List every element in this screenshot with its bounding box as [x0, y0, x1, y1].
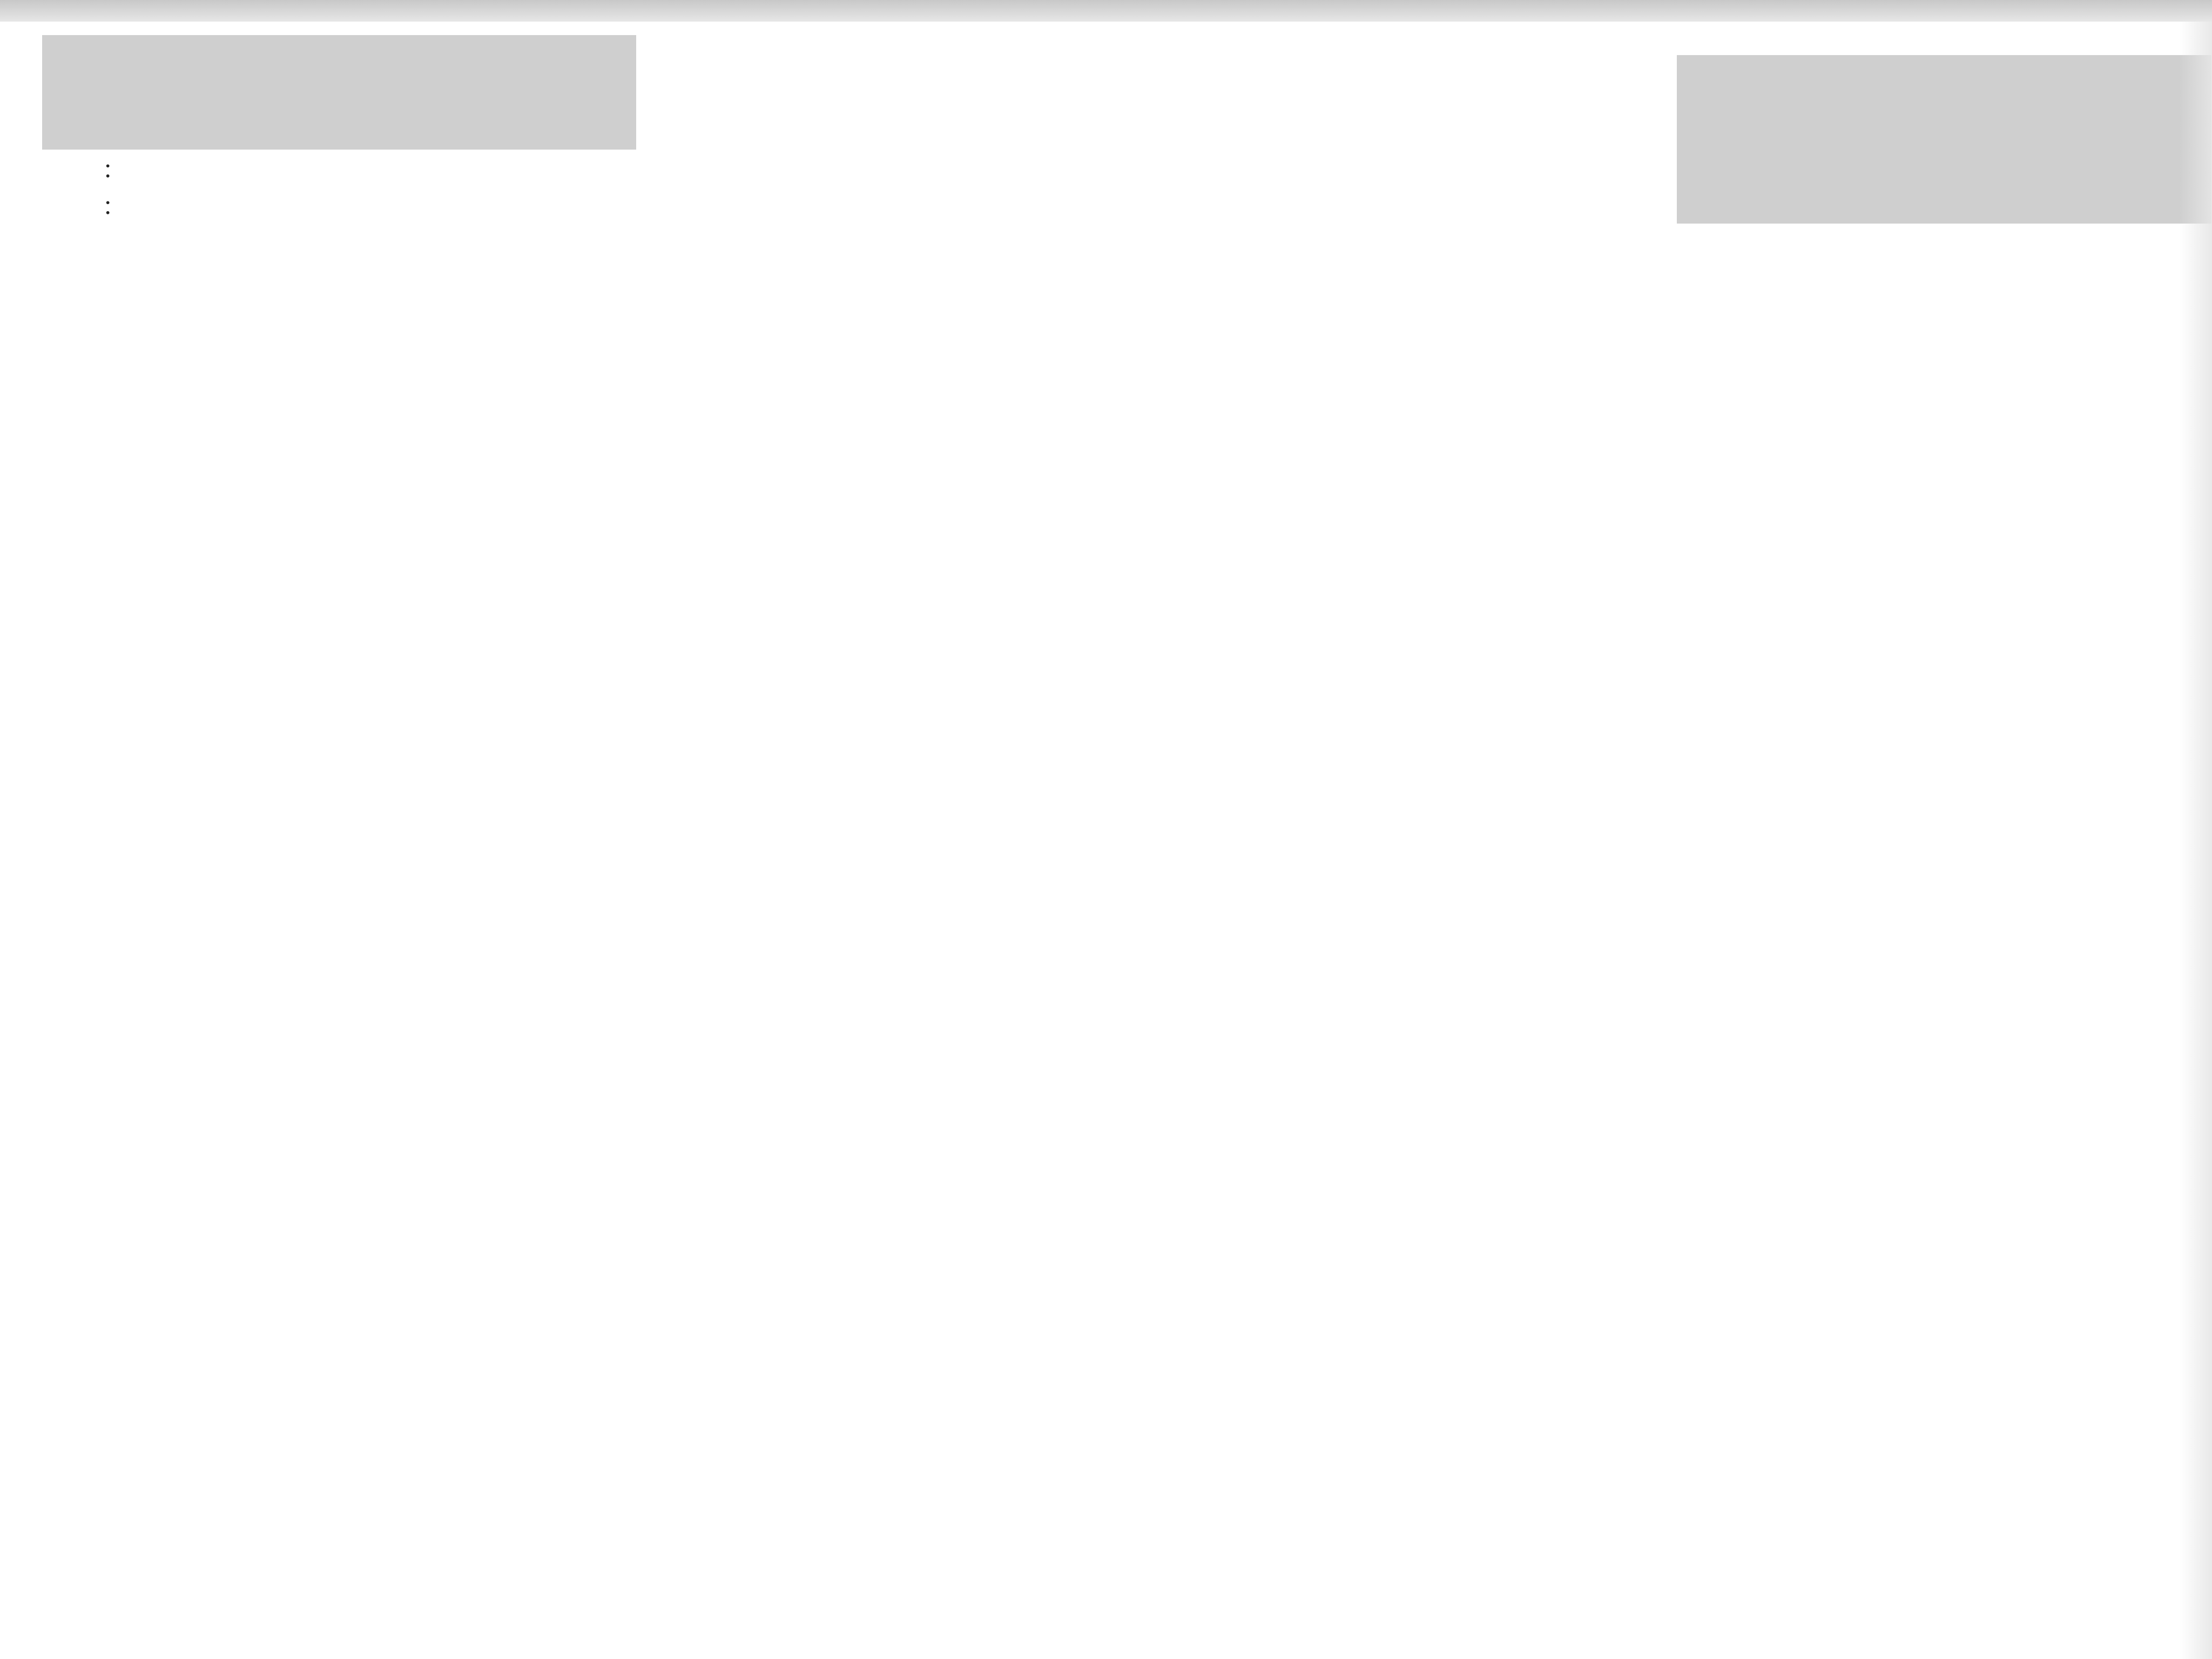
top-shadow	[0, 0, 2212, 23]
redacted-block	[42, 35, 636, 150]
venue-line: ：	[76, 155, 143, 184]
estimate-sheet	[0, 22, 2212, 1659]
redacted-block	[1677, 55, 2211, 224]
right-edge-fade	[2180, 22, 2212, 1659]
guests-line: ：	[76, 192, 143, 221]
